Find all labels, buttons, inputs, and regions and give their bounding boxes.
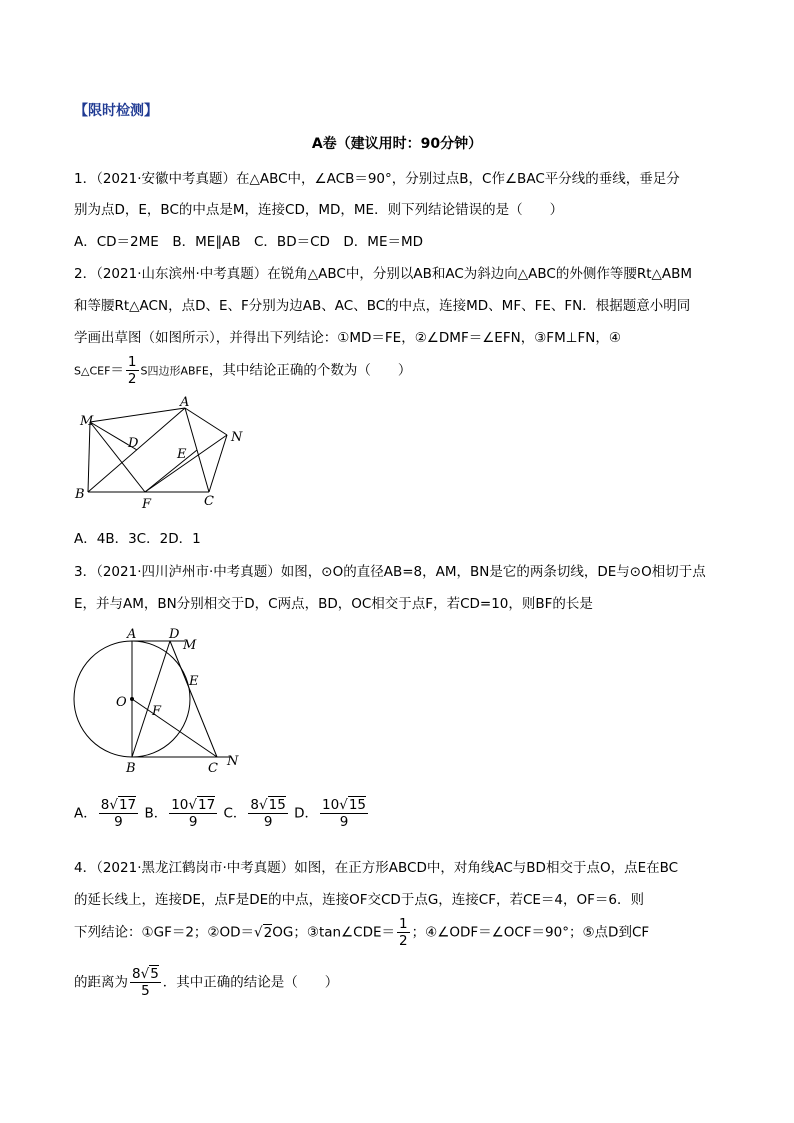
- q4-line2: 的延长线上，连接DE，点F是DE的中点，连接OF交CD于点G，连接CF，若CE＝4，OF＝6．则: [74, 892, 645, 908]
- q3-a-coef: 8: [100, 797, 110, 813]
- q4-dist-coef: 8: [132, 966, 141, 982]
- q3-b-coef: 10: [171, 797, 189, 813]
- q4-tan-fraction: [397, 916, 410, 949]
- q4-tan-num: 1: [399, 916, 408, 932]
- q3-option-d-value: $\frac{10√15}{9}$: [322, 797, 366, 830]
- q3-c-coef: 8: [250, 797, 260, 813]
- q2-half-den: 2: [127, 371, 137, 387]
- q3-line1: 3．（2021·四川泸州市·中考真题）如图，⊙O的直径AB=8，AM，BN是它的两条切线，DE与⊙O相切于点: [74, 564, 706, 580]
- q1-line2: 别为点D，E，BC的中点是M，连接CD，MD，ME．则下列结论错误的是（ ）: [74, 202, 564, 218]
- q2-area-cef: S△CEF: [74, 364, 111, 378]
- section-heading: A卷（建议用时：90分钟）: [311, 136, 483, 152]
- q2-label-b: B: [75, 487, 85, 502]
- q2-label-f: F: [142, 497, 152, 512]
- q3-d-rad: 15: [348, 797, 366, 813]
- q3-line2: E，并与AM，BN分别相交于D，C两点，BD，OC相交于点F，若CD=10，则BF的长是: [74, 596, 593, 612]
- q3-d-coef: 10: [322, 797, 340, 813]
- q3-d-den: 9: [339, 814, 349, 830]
- q3-label-e: E: [189, 674, 199, 689]
- q3-option-c-value: $\frac{8√15}{9}$: [250, 797, 286, 830]
- q3-a-rad: 17: [118, 797, 137, 813]
- q3-figure: [70, 625, 250, 775]
- q4-line4: [74, 966, 338, 999]
- q3-label-c: C: [208, 761, 218, 775]
- q2-label-a: A: [180, 395, 190, 410]
- q3-options: [74, 797, 370, 830]
- q3-label-f: F: [152, 704, 162, 719]
- q2-label-n: N: [231, 430, 243, 445]
- q3-label-o: O: [116, 695, 127, 710]
- q2-line3: 学画出草图（如图所示），并得出下列结论：①MD＝FE，②∠DMF＝∠EFN，③FM⊥FN，④: [74, 330, 621, 346]
- q3-c-rad: 15: [268, 797, 286, 813]
- q2-line1: 2．（2021·山东滨州·中考真题）在锐角△ABC中，分别以AB和AC为斜边向△ABC的外侧作等腰Rt△ABM: [74, 266, 693, 282]
- q4-line1: 4．（2021·黑龙江鹤岗市·中考真题）如图，在正方形ABCD中，对角线AC与BD相交于点O，点E在BC: [74, 860, 679, 876]
- q4-sqrt2: 2: [263, 924, 273, 941]
- q2-half-num: 1: [127, 354, 137, 370]
- q2-label-d: D: [128, 436, 139, 451]
- q3-label-b: B: [126, 761, 136, 775]
- q2-label-e: E: [177, 447, 187, 462]
- q2-line4-tail: ，其中结论正确的个数为（ ）: [208, 362, 412, 379]
- q3-label-d: D: [169, 627, 180, 642]
- q3-b-den: 9: [188, 814, 198, 830]
- q1-options: A．CD＝2ME B．ME∥AB C．BD＝CD D．ME＝MD: [74, 234, 424, 250]
- q2-label-c: C: [204, 494, 214, 509]
- q4-line3: 下列结论：①GF＝2；②OD＝√2OG；③tan∠CDE＝ $\frac{1}{2}$ ；④∠ODF＝∠OCF＝90°；⑤点D到CF: [74, 916, 650, 949]
- q2-line4: [74, 354, 411, 387]
- q4-line3-a: 下列结论：①GF＝2；②OD＝: [74, 924, 255, 941]
- q3-option-a-label: A．: [74, 805, 97, 822]
- q2-figure: [70, 395, 260, 515]
- q2-half-fraction: [126, 354, 139, 387]
- q3-option-b-value: $\frac{10√17}{9}$: [171, 797, 216, 830]
- page-title: 【限时检测】: [74, 103, 158, 119]
- q4-line4-b: ．其中正确的结论是（ ）: [162, 974, 339, 991]
- q1-line1: 1．（2021·安徽中考真题）在△ABC中，∠ACB＝90°，分别过点B，C作∠BAC平分线的垂线，垂足分: [74, 171, 680, 187]
- q4-tan-den: 2: [399, 933, 408, 949]
- q3-option-a-value: $\frac{8√17}{9}$: [100, 797, 137, 830]
- q2-line2: 和等腰Rt△ACN，点D、E、F分别为边AB、AC、BC的中点，连接MD、MF、FE、FN．根据题意小明同: [74, 298, 691, 314]
- q3-c-den: 9: [263, 814, 273, 830]
- q2-options: A．4B．3C．2D．1: [74, 531, 201, 547]
- q3-option-b-label: B．: [144, 805, 168, 822]
- q3-label-a: A: [127, 627, 137, 642]
- q3-option-c-label: C．: [223, 805, 247, 822]
- q3-option-d-label: D．: [294, 805, 319, 822]
- q3-a-den: 9: [114, 814, 123, 830]
- q3-center-dot: [130, 697, 134, 701]
- q4-dist-rad: 5: [150, 966, 159, 982]
- q3-label-m: M: [183, 638, 197, 653]
- q4-dist-den: 5: [141, 983, 150, 999]
- q4-distance-fraction: $\frac{8√5}{5}$: [132, 966, 159, 999]
- q3-label-n: N: [227, 754, 239, 769]
- q2-label-m: M: [80, 414, 94, 429]
- q2-area-abfe: S四边形ABFE: [140, 364, 209, 378]
- q2-equals: ＝: [110, 362, 124, 379]
- q3-b-rad: 17: [198, 797, 216, 813]
- q4-line4-a: 的距离为: [74, 974, 128, 991]
- q4-line3-c: ；④∠ODF＝∠OCF＝90°；⑤点D到CF: [411, 924, 650, 941]
- q4-line3-b: OG；③tan∠CDE＝: [272, 924, 396, 941]
